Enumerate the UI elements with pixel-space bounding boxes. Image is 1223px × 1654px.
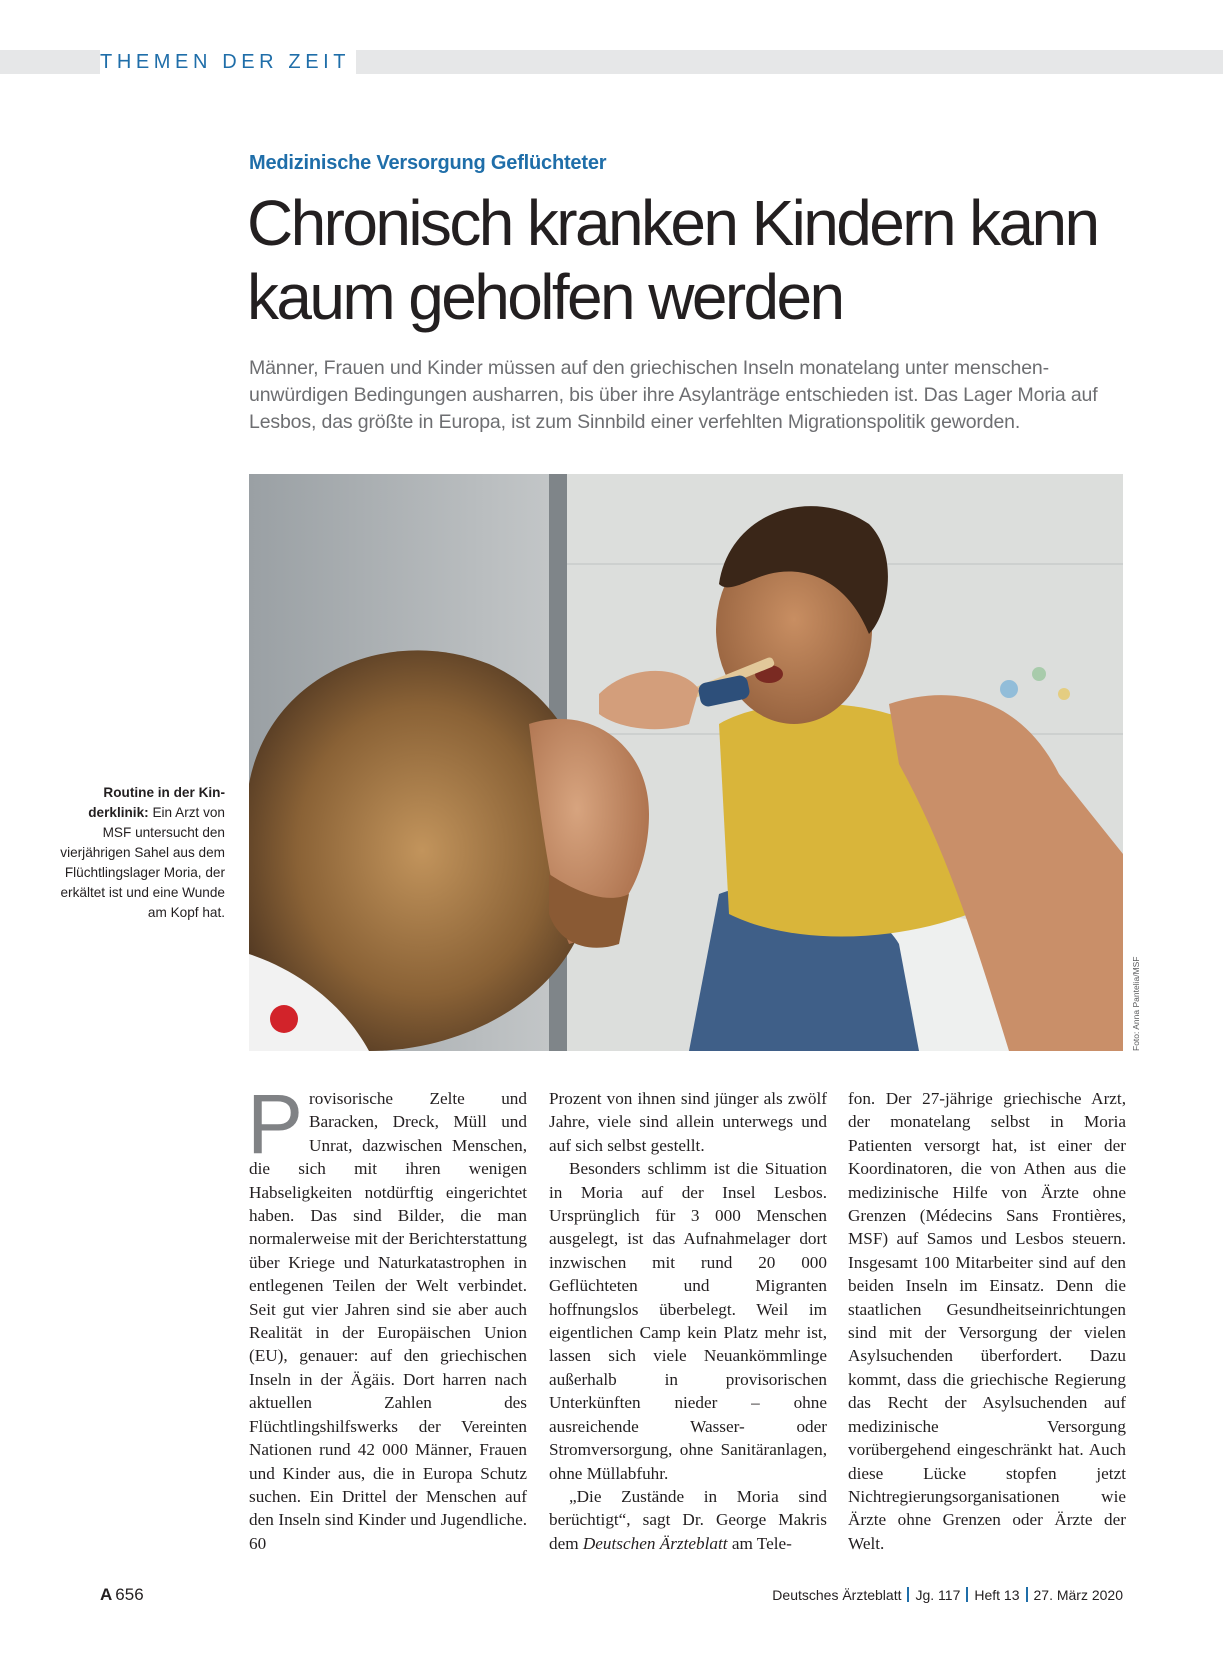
footer-separator bbox=[966, 1587, 968, 1602]
journal-date: 27. März 2020 bbox=[1033, 1587, 1123, 1603]
body-column-1 bbox=[247, 1077, 527, 1555]
body-paragraph: Besonders schlimm ist die Situation in Moria auf der Insel Lesbos. Ursprünglich für 3 000 Menschen ausgelegt, ist das Aufnahmelager dort inzwischen mit rund 20 000 Geflüchteten und Migranten hoffnungslos überbelegt. Weil im eigentlichen Camp kein Platz mehr ist, lassen sich viele Neuankömmlinge außerhalb in provisorischen Unterkünften nieder – ohne ausreichende Wasser- oder Stromversorgung, ohne Sanitäranlagen, ohne Müllabfuhr. bbox=[549, 1159, 827, 1483]
drop-cap: P bbox=[247, 1077, 304, 1171]
body-paragraph: Prozent von ihnen sind jünger als zwölf Jahre, viele sind allein unterwegs und auf sich selbst gestellt. bbox=[549, 1089, 827, 1155]
body-column-2 bbox=[549, 1087, 827, 1555]
journal-volume: Jg. 117 bbox=[915, 1587, 961, 1603]
footer-separator bbox=[907, 1587, 909, 1602]
journal-issue: Heft 13 bbox=[974, 1587, 1020, 1603]
journal-info bbox=[772, 1587, 1123, 1603]
page-number bbox=[100, 1585, 144, 1605]
body-paragraph-quote bbox=[549, 1485, 827, 1555]
body-paragraph: fon. Der 27-jährige griechische Arzt, der monatelang selbst in Moria Patienten versorgt hat, ist einer der Koordinatoren, die von Athen aus die medizinische Hilfe von Ärzte ohne Grenzen (Médecins Sans Frontières, MSF) auf Samos und Lesbos steuern. Insgesamt 100 Mitarbeiter sind auf den beiden Inseln im Einsatz. Denn die staatlichen Gesundheitseinrichtungen sind mit der Versorgung der vielen Asylsuchenden überfordert. Dazu kommt, dass die griechische Regierung das Recht der Asylsuchenden auf medizinische Versorgung vorübergehend eingeschränkt hat. Auch diese Lücke stopfen jetzt Nichtregierungsorganisationen wie Ärzte ohne Grenzen oder Ärzte der Welt. bbox=[848, 1089, 1126, 1553]
quote-text: „Die Zustände in Moria sind berüchtigt“, sagt Dr. George Makris dem bbox=[549, 1486, 827, 1553]
caption-title: Routine in der Kinderklinik: bbox=[88, 785, 225, 820]
publication-name: Deutschen Ärzteblatt bbox=[582, 1533, 728, 1553]
article-headline: Chronisch kranken Kindern kann kaum geholfen werden bbox=[247, 187, 1098, 333]
page-prefix: A bbox=[100, 1585, 113, 1604]
section-label: THEMEN DER ZEIT bbox=[100, 50, 356, 74]
article-photo bbox=[249, 474, 1123, 1051]
footer-separator bbox=[1026, 1587, 1028, 1602]
page-number-value: 656 bbox=[115, 1585, 144, 1604]
quote-text-end: am Tele- bbox=[731, 1533, 792, 1553]
photo-caption bbox=[60, 783, 225, 923]
article-kicker: Medizinische Versorgung Geflüchteter bbox=[249, 152, 607, 174]
article-lead: Männer, Frauen und Kinder müssen auf den griechischen Inseln monatelang unter menschenunwürdigen Bedingungen ausharren, bis über ihre Asylanträge entschieden ist. Das Lager Moria auf Lesbos, das größte in Europa, ist zum Sinnbild einer verfehlten Migrationspolitik geworden. bbox=[249, 357, 1098, 433]
caption-text: Ein Arzt von MSF untersucht den vierjährigen Sahel aus dem Flüchtlingslager Moria, der erkältet ist und eine Wunde am Kopf hat. bbox=[60, 805, 225, 920]
journal-name: Deutsches Ärzteblatt bbox=[772, 1587, 902, 1603]
photo-credit: Foto: Anna Pantelia/MSF bbox=[1131, 956, 1141, 1051]
body-column-3 bbox=[848, 1087, 1126, 1555]
body-paragraph: rovisorische Zelte und Baracken, Dreck, Müll und Unrat, dazwischen Menschen, die sich mit ihren wenigen Habseligkeiten notdürftig eingerichtet haben. Das sind Bilder, die man normalerweise mit der Berichterstattung über Kriege und Naturkatastrophen in entlegenen Teilen der Welt verbindet. Seit gut vier Jahren sind sie aber auch Realität in der Europäischen Union (EU), genauer: auf den griechischen Inseln in der Ägäis. Dort harren nach aktuellen Zahlen des Flüchtlingshilfswerks der Vereinten Nationen rund 42 000 Männer, Frauen und Kinder aus, die in Europa Schutz suchen. Ein Drittel der Menschen auf den Inseln sind Kinder und Jugendliche. 60 bbox=[249, 1089, 527, 1553]
